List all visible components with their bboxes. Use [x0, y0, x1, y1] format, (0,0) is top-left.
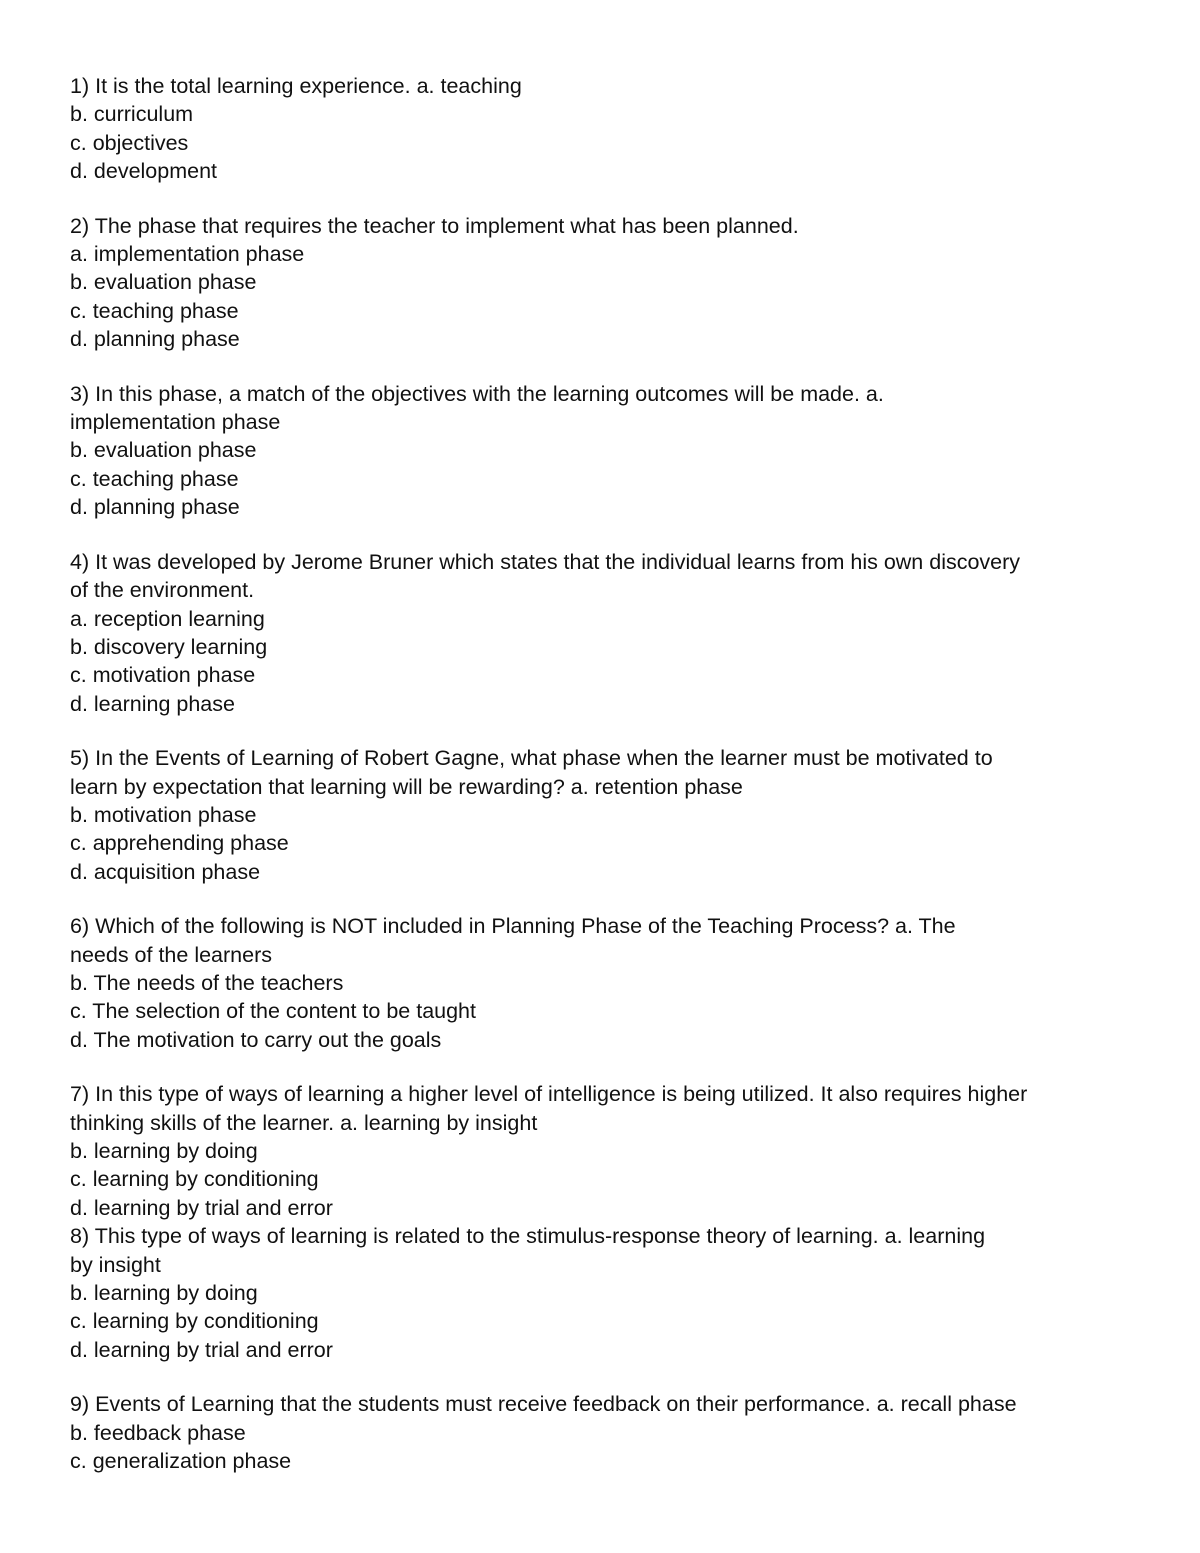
question-8-stem-cont: by insight	[70, 1252, 161, 1277]
question-4-option-c: c. motivation phase	[70, 663, 256, 688]
question-3-stem: 3) In this phase, a match of the objectives with the learning outcomes will be made. a.	[70, 381, 884, 406]
question-1-option-c: c. objectives	[70, 130, 189, 155]
question-3-option-d: d. planning phase	[70, 495, 240, 520]
question-8-stem: 8) This type of ways of learning is related to the stimulus-response theory of learning. a. learning	[70, 1224, 986, 1249]
question-5-option-d: d. acquisition phase	[70, 859, 261, 884]
question-1-option-d: d. development	[70, 159, 218, 184]
question-4-option-d: d. learning phase	[70, 691, 235, 716]
question-7-stem: 7) In this type of ways of learning a higher level of intelligence is being utilized. It also requires higher	[70, 1082, 1028, 1107]
question-3	[70, 380, 1140, 522]
question-8	[70, 1222, 1140, 1364]
question-4-stem: 4) It was developed by Jerome Bruner which states that the individual learns from his own discovery	[70, 549, 1021, 574]
question-3-option-a: implementation phase	[70, 410, 281, 435]
question-6-option-c: c. The selection of the content to be taught	[70, 999, 476, 1024]
question-7-option-d: d. learning by trial and error	[70, 1195, 333, 1220]
question-2-option-d: d. planning phase	[70, 327, 240, 352]
question-6-stem-cont: needs of the learners	[70, 942, 272, 967]
question-6-option-d: d. The motivation to carry out the goals	[70, 1027, 442, 1052]
question-2-option-a: a. implementation phase	[70, 242, 305, 267]
question-7-stem-cont: thinking skills of the learner. a. learning by insight	[70, 1110, 538, 1135]
question-4	[70, 548, 1140, 718]
question-6-stem: 6) Which of the following is NOT included in Planning Phase of the Teaching Process? a. The	[70, 914, 956, 939]
question-4-option-a: a. reception learning	[70, 606, 265, 631]
question-6	[70, 912, 1140, 1054]
question-2	[70, 212, 1140, 354]
question-5-stem-cont: learn by expectation that learning will be rewarding? a. retention phase	[70, 774, 743, 799]
question-8-option-b: b. learning by doing	[70, 1281, 258, 1306]
question-1	[70, 72, 1140, 186]
question-1-option-b: b. curriculum	[70, 102, 194, 127]
question-6-option-b: b. The needs of the teachers	[70, 970, 344, 995]
question-2-stem: 2) The phase that requires the teacher to implement what has been planned.	[70, 213, 799, 238]
question-9-stem: 9) Events of Learning that the students must receive feedback on their performance. a. recall phase	[70, 1392, 1017, 1417]
question-3-option-b: b. evaluation phase	[70, 438, 257, 463]
question-7-option-c: c. learning by conditioning	[70, 1167, 319, 1192]
question-2-option-b: b. evaluation phase	[70, 270, 257, 295]
question-9-option-b: b. feedback phase	[70, 1420, 246, 1445]
question-4-option-b: b. discovery learning	[70, 634, 268, 659]
question-5-option-c: c. apprehending phase	[70, 831, 289, 856]
question-8-option-d: d. learning by trial and error	[70, 1337, 333, 1362]
question-4-stem-cont: of the environment.	[70, 578, 255, 603]
question-5-stem: 5) In the Events of Learning of Robert Gagne, what phase when the learner must be motivated to	[70, 746, 993, 771]
question-7	[70, 1080, 1140, 1222]
question-9-option-c: c. generalization phase	[70, 1449, 292, 1474]
question-5-option-b: b. motivation phase	[70, 802, 257, 827]
document-page	[70, 72, 1140, 1501]
question-9	[70, 1390, 1140, 1475]
question-5	[70, 744, 1140, 886]
question-1-stem: 1) It is the total learning experience. a. teaching	[70, 74, 522, 98]
question-8-option-c: c. learning by conditioning	[70, 1309, 319, 1334]
question-7-option-b: b. learning by doing	[70, 1139, 258, 1163]
question-2-option-c: c. teaching phase	[70, 298, 239, 323]
question-3-option-c: c. teaching phase	[70, 466, 239, 491]
